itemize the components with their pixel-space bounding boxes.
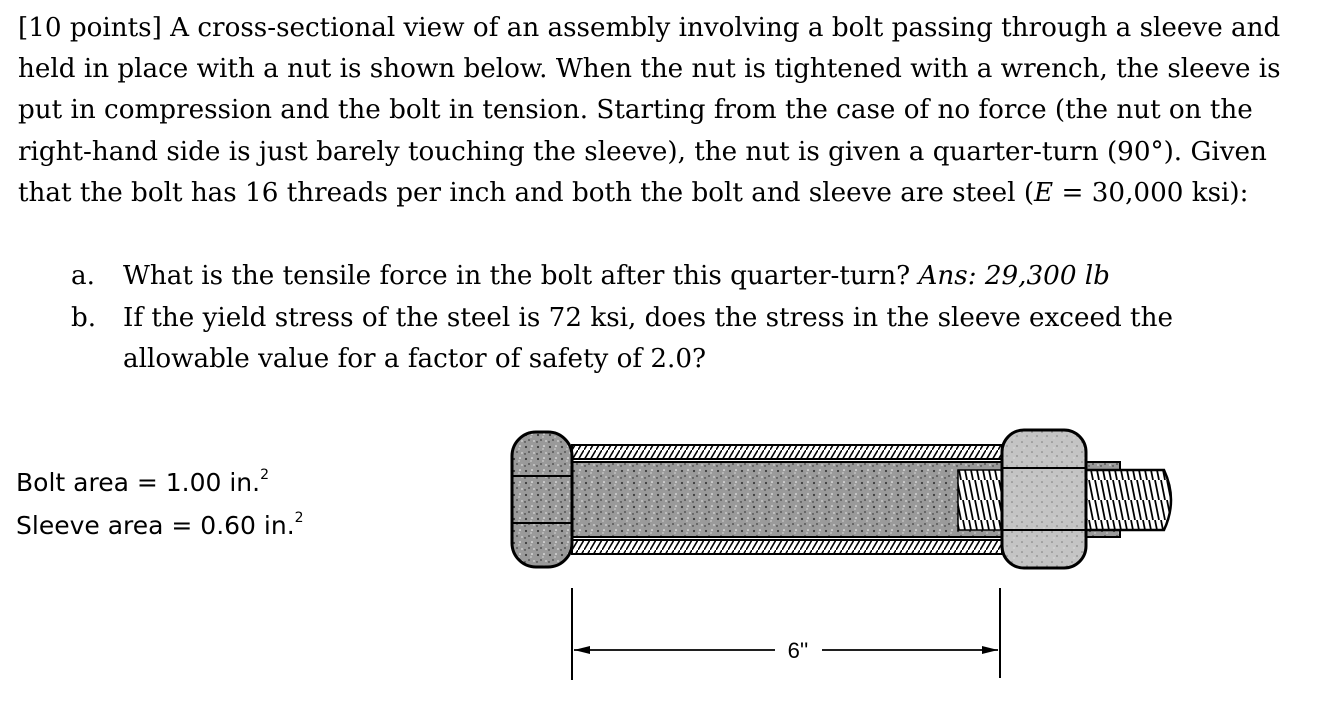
sleeve-bottom-wall	[572, 540, 1002, 554]
bolt-area-value: = 1.00 in.	[136, 468, 261, 497]
bolt-area-exponent: 2	[260, 467, 270, 483]
question-a-answer: Ans: 29,300 lb	[918, 261, 1110, 291]
question-b-label: b.	[71, 303, 97, 333]
bolt-head	[512, 432, 572, 567]
problem-statement	[18, 8, 1308, 214]
modulus-value: = 30,000 ksi):	[1053, 177, 1249, 208]
nut	[1002, 430, 1086, 568]
bolt-area-given	[16, 467, 269, 497]
modulus-symbol: E	[1034, 177, 1054, 208]
question-a-text: What is the tensile force in the bolt after this quarter-turn?	[123, 261, 919, 291]
points-label: [10 points]	[18, 13, 162, 43]
bolt-threaded-end	[1086, 470, 1171, 530]
question-a-label: a.	[71, 261, 95, 291]
question-b	[71, 298, 1311, 382]
intro-text: A cross-sectional view of an assembly involving a bolt passing through a sleeve and held in place with a nut is shown below. When the nut is tightened with a wrench, the sleeve is put in compression and the bolt in tension. Starting from the case of no force (the nut on the right-hand side is just barely touching the sleeve), the nut is given a quarter-turn (90°). Given that the bolt has 16 threads per inch and both the bolt and sleeve are steel (	[18, 13, 1281, 208]
bolt-sleeve-assembly-diagram	[500, 420, 1200, 695]
bolt-thread-inner	[958, 470, 1002, 530]
sleeve-area-exponent: 2	[294, 510, 304, 526]
bolt-area-label: Bolt area	[16, 468, 129, 497]
length-dimension	[572, 588, 1000, 680]
question-b-text: If the yield stress of the steel is 72 ksi, does the stress in the sleeve exceed the allowable value for a factor of safety of 2.0?	[123, 303, 1173, 375]
sleeve-area-label: Sleeve area	[16, 511, 164, 540]
sleeve-top-wall	[572, 445, 1002, 459]
question-a	[71, 256, 1311, 298]
sleeve-area-value: = 0.60 in.	[171, 511, 295, 540]
length-label: 6''	[787, 638, 809, 663]
sleeve-area-given	[16, 510, 304, 540]
